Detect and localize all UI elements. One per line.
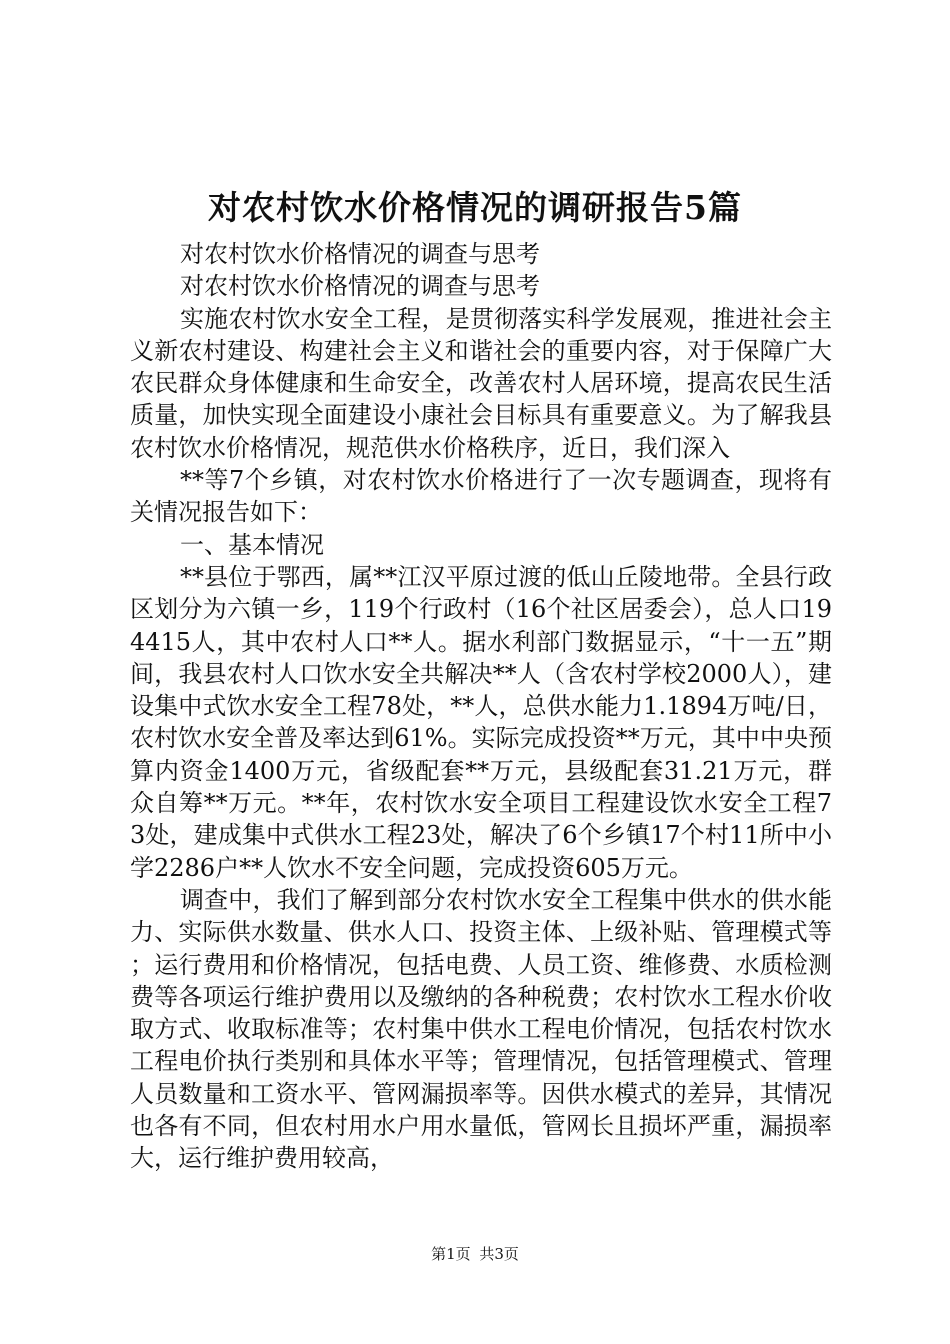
body-paragraph: 实施农村饮水安全工程，是贯彻落实科学发展观，推进社会主义新农村建设、构建社会主义和谐社会的重要内容，对于保障广大农民群众身体健康和生命安全，改善农村人居环境，提高农民生活质量，加快实现全面建设小康社会目标具有重要意义。为了解我县农村饮水价格情况，规范供水价格秩序，近日，我们深入 bbox=[130, 304, 832, 462]
subtitle-line: 对农村饮水价格情况的调查与思考 bbox=[180, 272, 540, 301]
document-body bbox=[130, 238, 832, 1175]
body-paragraph: 调查中，我们了解到部分农村饮水安全工程集中供水的供水能力、实际供水数量、供水人口、投资主体、上级补贴、管理模式等；运行费用和价格情况，包括电费、人员工资、维修费、水质检测费等各项运行维护费用以及缴纳的各种税费；农村饮水工程水价收取方式、收取标准等；农村集中供水工程电价情况，包括农村饮水工程电价执行类别和具体水平等；管理情况，包括管理模式、管理人员数量和工资水平、管网漏损率等。因供水模式的差异，其情况也各有不同，但农村用水户用水量低，管网长且损坏严重，漏损率大，运行维护费用较高， bbox=[130, 885, 832, 1173]
body-paragraph: **等7个乡镇，对农村饮水价格进行了一次专题调查，现将有关情况报告如下： bbox=[130, 466, 832, 527]
page-total: 共3页 bbox=[479, 1245, 519, 1263]
page-footer bbox=[0, 1244, 950, 1264]
section-heading: 一、基本情况 bbox=[180, 530, 324, 559]
page-number: 第1页 bbox=[431, 1245, 471, 1263]
subtitle-line: 对农村饮水价格情况的调查与思考 bbox=[180, 240, 540, 268]
body-paragraph: **县位于鄂西，属**江汉平原过渡的低山丘陵地带。全县行政区划分为六镇一乡，119个行政村（16个社区居委会），总人口194415人，其中农村人口**人。据水利部门数据显示，“十一五”期间，我县农村人口饮水安全共解决**人（含农村学校2000人），建设集中式饮水安全工程78处，**人，总供水能力1.1894万吨/日，农村饮水安全普及率达到61%。实际完成投资**万元，其中中央预算内资金1400万元，省级配套**万元，县级配套31.21万元，群众自筹**万元。**年，农村饮水安全项目工程建设饮水安全工程73处，建成集中式供水工程23处，解决了6个乡镇17个村11所中小学2286户**人饮水不安全问题，完成投资605万元。 bbox=[130, 562, 832, 882]
document-title: 对农村饮水价格情况的调研报告5篇 bbox=[208, 188, 742, 227]
